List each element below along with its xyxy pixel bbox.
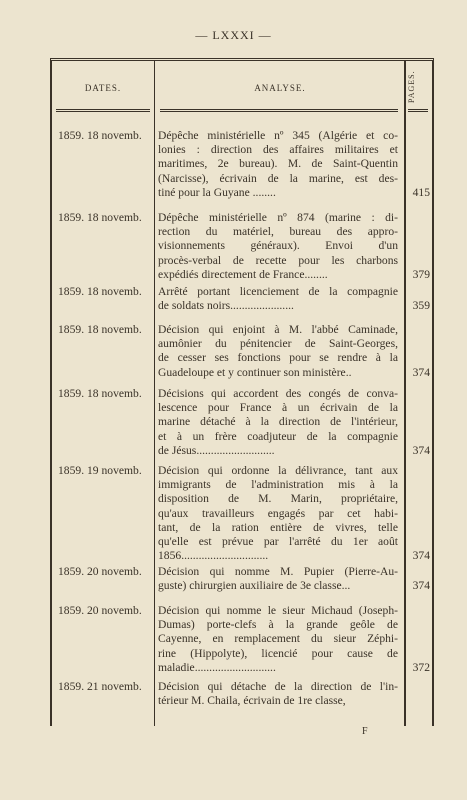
analysis-line: rection du matériel, bureau des appro- (158, 225, 398, 239)
entry-date: 1859. 19 novemb. (58, 464, 142, 477)
analysis-line: guste) chirurgien auxiliaire de 3e classe... (158, 579, 351, 593)
entry-analysis (158, 387, 398, 458)
analysis-line: tiné pour la Guyane ........ (158, 185, 276, 199)
analysis-line: Dépêche ministérielle nº 874 (marine : di- (158, 211, 398, 224)
entry-analysis (158, 464, 398, 563)
entry-analysis (158, 129, 398, 200)
entry-analysis (158, 565, 398, 593)
analysis-line: qu'aux travailleurs engagés par cet habi- (158, 506, 398, 520)
header-rule (160, 109, 398, 112)
analysis-line: Cayenne, en remplacement du sieur Zéphi- (158, 632, 398, 646)
entry-analysis (158, 285, 398, 313)
analysis-line: maladie............................ (158, 660, 276, 674)
analysis-line: tant, de la ration entière de vivres, telle (158, 520, 398, 534)
entry-page-number: 372 (412, 660, 430, 674)
entry-date: 1859. 18 novemb. (58, 323, 142, 336)
column-divider (154, 61, 155, 726)
analysis-line: de soldats noirs...................... (158, 299, 294, 313)
entry-date: 1859. 20 novemb. (58, 565, 142, 578)
entry-date: 1859. 18 novemb. (58, 285, 142, 298)
analysis-line: marine détaché à la direction de l'intérieur, (158, 415, 398, 429)
analysis-line: aumônier du pénitencier de Saint-Georges, (158, 337, 398, 351)
signature-mark: F (362, 726, 368, 737)
entry-analysis (158, 680, 398, 708)
analysis-line: et à un frère coadjuteur de la compagnie (158, 429, 398, 443)
entry-page-number: 374 (412, 549, 430, 563)
analysis-line: rine (Hippolyte), licencié pour cause de (158, 646, 398, 660)
analysis-line: immigrants de l'administration mis à la (158, 478, 398, 492)
entry-analysis (158, 323, 398, 380)
analysis-line: Arrêté portant licenciement de la compagnie (158, 285, 398, 298)
page-header: — LXXXI — (195, 28, 272, 42)
entry-page-number: 374 (412, 579, 430, 593)
entry-analysis (158, 604, 398, 675)
analysis-line: 1856.............................. (158, 549, 269, 563)
analysis-line: lescence pour France à un écrivain de la (158, 401, 398, 415)
analysis-line: maritimes, 2e bureau). M. de Saint-Quentin (158, 157, 398, 171)
analysis-line: Guadeloupe et y continuer son ministère.. (158, 365, 352, 379)
entry-page-number: 374 (412, 365, 430, 379)
column-header-pages: PAGES. (407, 70, 416, 104)
analysis-line: procès-verbal de recette pour les charbons (158, 253, 398, 267)
header-rule (56, 109, 150, 112)
entry-date: 1859. 21 novemb. (58, 680, 142, 693)
analysis-line: Décisions qui accordent des congés de conva- (158, 387, 398, 400)
register-table (50, 58, 434, 726)
analysis-line: Dumas) porte-clefs à la grande geôle de (158, 618, 398, 632)
analysis-line: disposition de M. Marin, propriétaire, (158, 492, 398, 506)
entry-date: 1859. 18 novemb. (58, 211, 142, 224)
entry-page-number: 379 (412, 267, 430, 281)
analysis-line: de cesser ses fonctions pour se rendre à la (158, 351, 398, 365)
entry-date: 1859. 18 novemb. (58, 129, 142, 142)
analysis-line: Décision qui détache de la direction de l'in- (158, 680, 398, 693)
entry-page-number: 359 (412, 299, 430, 313)
entry-page-number: 415 (412, 185, 430, 199)
analysis-line: Décision qui nomme M. Pupier (Pierre-Au- (158, 565, 398, 578)
entry-date: 1859. 18 novemb. (58, 387, 142, 400)
analysis-line: qu'elle est prévue par l'arrêté du 1er août (158, 534, 398, 548)
column-header-dates: DATES. (84, 83, 122, 93)
analysis-line: Décision qui ordonne la délivrance, tant aux (158, 464, 398, 477)
analysis-line: Dépêche ministérielle nº 345 (Algérie et co- (158, 129, 398, 142)
entry-analysis (158, 211, 398, 282)
column-header-analyse: ANALYSE. (254, 83, 306, 93)
column-divider (404, 61, 406, 726)
header-rule (408, 109, 428, 112)
analysis-line: térieur M. Chaila, écrivain de 1re classe, (158, 694, 346, 708)
analysis-line: Décision qui nomme le sieur Michaud (Joseph- (158, 604, 398, 617)
analysis-line: de Jésus........................... (158, 443, 275, 457)
analysis-line: Décision qui enjoint à M. l'abbé Caminade, (158, 323, 398, 336)
entry-date: 1859. 20 novemb. (58, 604, 142, 617)
analysis-line: expédiés directement de France........ (158, 267, 328, 281)
analysis-line: lonies : direction des affaires militaires et (158, 143, 398, 157)
analysis-line: visionnements généraux). Envoi d'un (158, 239, 398, 253)
entry-page-number: 374 (412, 443, 430, 457)
analysis-line: (Narcisse), écrivain de la marine, est des- (158, 171, 398, 185)
